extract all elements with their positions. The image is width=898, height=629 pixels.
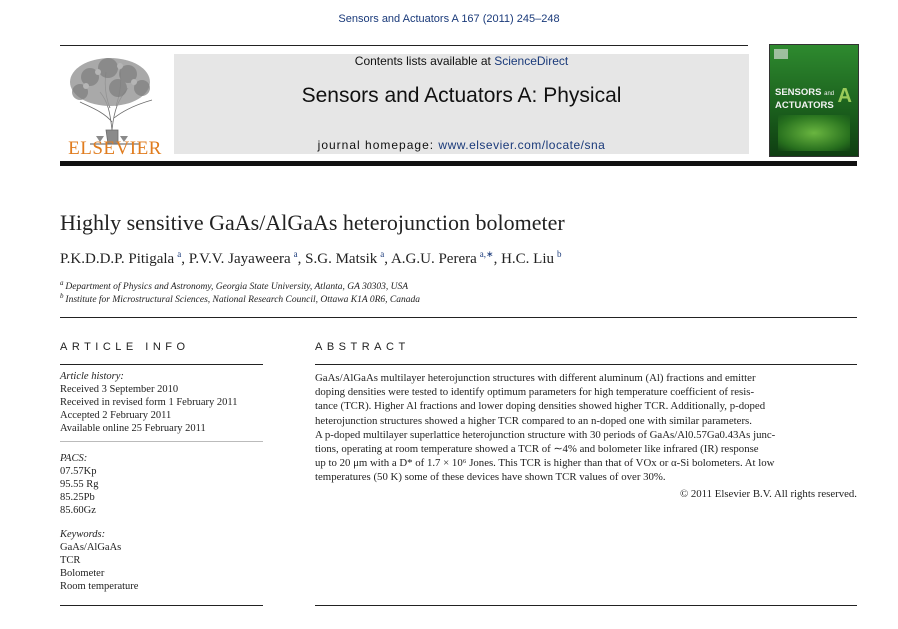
affiliation	[60, 292, 420, 305]
pacs-block	[60, 452, 265, 517]
cover-title-line2: ACTUATORS	[775, 100, 834, 111]
article-info-rule	[60, 364, 263, 365]
elsevier-logo	[60, 52, 170, 157]
cover-title-line1: SENSORS	[775, 87, 822, 98]
contents-available-text: Contents lists available at	[354, 54, 495, 68]
header-thick-rule	[60, 161, 857, 166]
author-affiliation-mark[interactable]: a	[380, 249, 385, 259]
abstract-line: temperatures (50 K) some of these devices have shown TCR values of over 30%.	[315, 471, 666, 484]
affiliation	[60, 279, 408, 292]
elsevier-wordmark: ELSEVIER	[68, 138, 162, 159]
affiliation-mark: b	[60, 292, 64, 300]
journal-banner	[174, 54, 749, 154]
abstract-line: up to 20 μm with a D* of 1.7 × 10⁶ Jones. This TCR is higher than that of VOx or α-Si bolometers. At low	[315, 457, 775, 470]
abstract-line: doping densities were tested to identify optimum parameters for high temperature coefficient of resis-	[315, 386, 755, 399]
history-entry: Received 3 September 2010	[60, 384, 179, 395]
abstract-bottom-rule	[315, 605, 857, 606]
author-affiliation-mark[interactable]: a	[293, 249, 298, 259]
contents-available-line	[174, 54, 749, 68]
abstract-rule	[315, 364, 857, 365]
section-rule	[60, 317, 857, 318]
header-rule	[60, 45, 748, 46]
cover-letter: A	[837, 85, 852, 107]
affiliation-text: Institute for Microstructural Sciences, National Research Council, Ottawa K1A 0R6, Canada	[65, 295, 420, 306]
journal-name: Sensors and Actuators A: Physical	[301, 84, 622, 107]
keyword: TCR	[60, 555, 81, 566]
journal-homepage-link[interactable]: www.elsevier.com/locate/sna	[438, 138, 606, 152]
article-info-divider	[60, 441, 263, 442]
keywords-block	[60, 528, 265, 593]
journal-cover[interactable]	[769, 44, 859, 157]
affiliation-mark: a	[60, 279, 64, 287]
abstract-line: A p-doped multilayer superlattice heterojunction structure with 30 periods of GaAs/Al0.57Ga0.43As junc-	[315, 428, 776, 441]
journal-citation: Sensors and Actuators A 167 (2011) 245–248	[338, 13, 560, 25]
author-list: P.K.D.D.P. Pitigala $^a$, P.V.V. Jayaweera $^a$, S.G. Matsik $^a$, A.G.U. Perera $^{a,∗}$, H.C. Liu $^b$	[60, 249, 562, 267]
pacs-code: 95.55 Rg	[60, 479, 99, 490]
abstract-line: heterojunction structures showed a higher TCR compared to an n-doped one with similar parameters.	[315, 414, 752, 427]
pacs-code: 07.57Kp	[60, 466, 97, 477]
article-info-heading: ARTICLE INFO	[60, 341, 190, 353]
keywords-label: Keywords:	[60, 529, 106, 540]
pacs-label: PACS:	[60, 453, 88, 464]
journal-homepage-label: journal homepage:	[317, 138, 439, 152]
abstract-body	[315, 371, 857, 485]
history-entry: Available online 25 February 2011	[60, 423, 206, 434]
article-history-label: Article history:	[60, 371, 124, 382]
affiliation-text: Department of Physics and Astronomy, Georgia State University, Atlanta, GA 30303, USA	[65, 282, 408, 293]
pacs-code: 85.60Gz	[60, 505, 96, 516]
copyright-notice: © 2011 Elsevier B.V. All rights reserved.	[679, 488, 857, 500]
history-entry: Received in revised form 1 February 2011	[60, 397, 238, 408]
abstract-heading: ABSTRACT	[315, 341, 410, 353]
cover-artwork	[778, 115, 850, 151]
article-title: Highly sensitive GaAs/AlGaAs heterojunction bolometer	[60, 210, 565, 235]
sciencedirect-link[interactable]: ScienceDirect	[494, 54, 569, 68]
author-name: S.G. Matsik	[305, 251, 378, 267]
journal-homepage-line	[174, 138, 749, 152]
article-history	[60, 370, 265, 435]
cover-publisher-icon	[774, 49, 788, 59]
author-name: A.G.U. Perera	[390, 251, 477, 267]
author-affiliation-mark[interactable]: b	[557, 249, 562, 259]
article-info-bottom-rule	[60, 605, 263, 606]
history-entry: Accepted 2 February 2011	[60, 410, 172, 421]
abstract-line: GaAs/AlGaAs multilayer heterojunction structures with different aluminum (Al) fractions and emitter	[315, 372, 756, 384]
keyword: Bolometer	[60, 568, 105, 579]
author-name: P.V.V. Jayaweera	[188, 251, 291, 267]
author-name: P.K.D.D.P. Pitigala	[60, 251, 175, 267]
author-affiliation-mark[interactable]: a	[177, 249, 182, 259]
abstract-line: tance (TCR). Higher Al fractions and lower doping densities showed higher TCR. Additionally, p-doped	[315, 400, 766, 413]
cover-title-and: and	[824, 91, 835, 97]
keyword: GaAs/AlGaAs	[60, 542, 122, 553]
abstract-line: tions, operating at room temperature showed a TCR of ∼4% and bolometer like infrared (IR) response	[315, 443, 759, 456]
author-name: H.C. Liu	[501, 251, 554, 267]
keyword: Room temperature	[60, 581, 139, 592]
author-affiliation-mark[interactable]: a,∗	[479, 249, 494, 259]
pacs-code: 85.25Pb	[60, 492, 95, 503]
